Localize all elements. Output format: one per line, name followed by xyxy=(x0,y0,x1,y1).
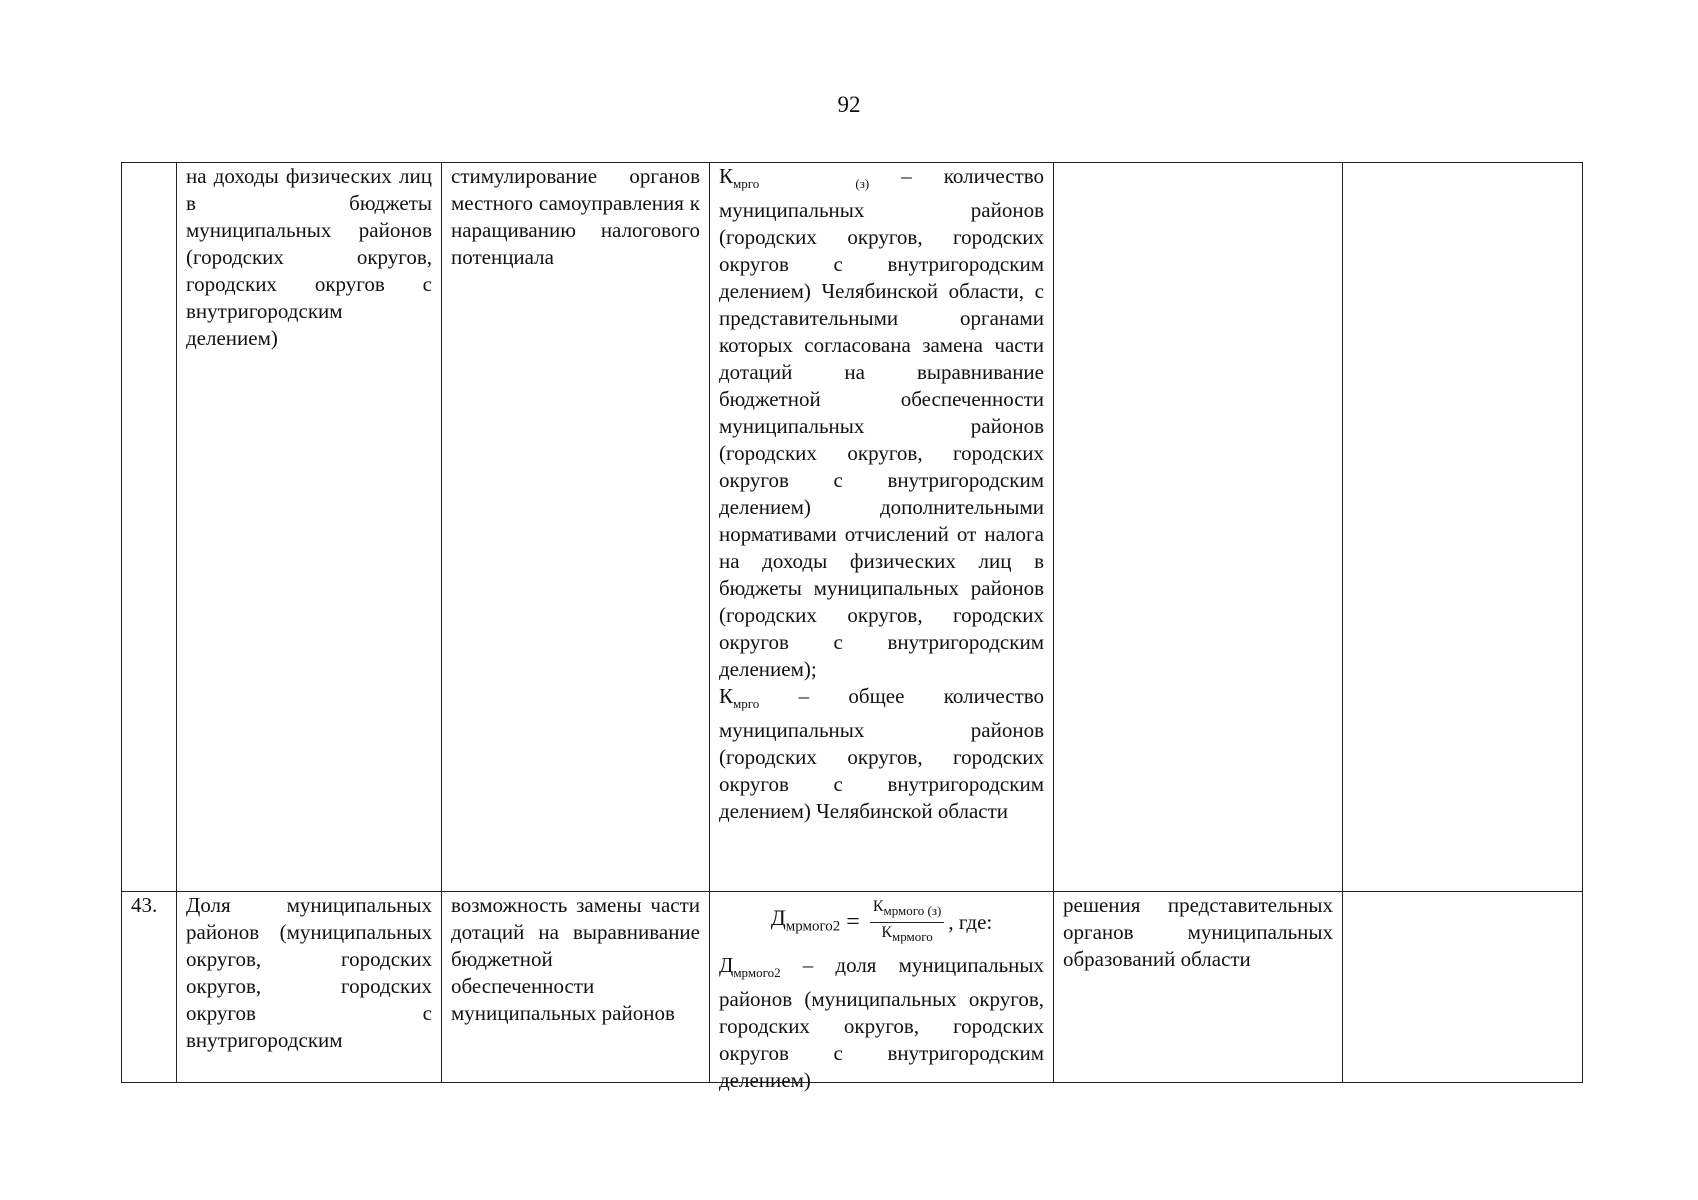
purpose-cell xyxy=(442,163,710,892)
indicators-table xyxy=(121,162,1583,1093)
source-cell xyxy=(1054,892,1343,1083)
formula-definition xyxy=(719,952,1044,1094)
symbol-k: К xyxy=(719,164,734,188)
purpose-text: возможность замены части дотаций на выравнивание бюджетной обеспеченности муниципальных районов xyxy=(451,893,700,1025)
source-cell xyxy=(1054,163,1343,892)
symbol-subscript-2: (з) xyxy=(855,176,870,192)
purpose-cell xyxy=(442,892,710,1083)
symbol-subscript: мрго xyxy=(733,696,760,712)
definition-text: – общее количество муниципальных районов (городских округов, городских округов с внутригородским делением) Челябинской области xyxy=(719,684,1044,824)
definition-text: – количество муниципальных районов (городских округов, городских округов с внутригородским делением) Челябинской области, с представительными органами которых согласована замена части дотаций на выравнивание бюджетной обеспеченности муниципальных районов (городских округов, городских округов с внутригородским делением) дополнительными нормативами отчислений от налога на доходы физических лиц в бюджеты муниципальных районов (городских округов, городских округов с внутригородским делением); xyxy=(719,164,1044,682)
symbol-k: К xyxy=(719,684,734,709)
page-number: 92 xyxy=(837,92,861,117)
formula-definition-2 xyxy=(719,683,1044,825)
table-row-continued xyxy=(122,163,1583,892)
formula-cell xyxy=(710,163,1054,892)
row-number-cell xyxy=(122,163,177,892)
formula-definition-1 xyxy=(719,163,1044,683)
formula xyxy=(719,894,1044,950)
indicator-cell xyxy=(177,163,442,892)
fraction-denominator: $К_{мрмого}$ xyxy=(881,923,933,944)
formula-cell xyxy=(710,892,1054,1093)
formula-equals: = xyxy=(846,908,860,935)
symbol-subscript: мрмого2 xyxy=(733,965,781,981)
formula-lhs: $Д_{мрмого2}$ xyxy=(770,904,841,935)
fraction-numerator: $К_{мрмого (з)}$ xyxy=(870,898,944,922)
purpose-text: стимулирование органов местного самоуправления к наращиванию налогового потенциала xyxy=(451,164,700,269)
extra-cell xyxy=(1343,892,1583,1083)
indicator-cell xyxy=(177,892,442,1083)
formula-tail: , где: xyxy=(948,909,993,934)
indicator-text: Доля муниципальных районов (муниципальных округов, городских округов, городских округов с внутригородским xyxy=(186,893,432,1052)
extra-cell xyxy=(1343,163,1583,892)
symbol-subscript: мрго xyxy=(733,176,760,192)
symbol-d: Д xyxy=(719,953,734,977)
indicator-text: на доходы физических лиц в бюджеты муниципальных районов (городских округов, городских округов с внутригородским делением) xyxy=(186,164,432,350)
definition-text: – доля муниципальных районов (муниципальных округов, городских округов, городских округов с внутригородским делением) xyxy=(719,953,1044,1093)
row-number-cell: 43. xyxy=(122,892,177,1083)
source-text: решения представительных органов муниципальных образований области xyxy=(1063,893,1333,971)
formula-fraction xyxy=(870,898,944,945)
table-row-43 xyxy=(122,892,1583,1083)
